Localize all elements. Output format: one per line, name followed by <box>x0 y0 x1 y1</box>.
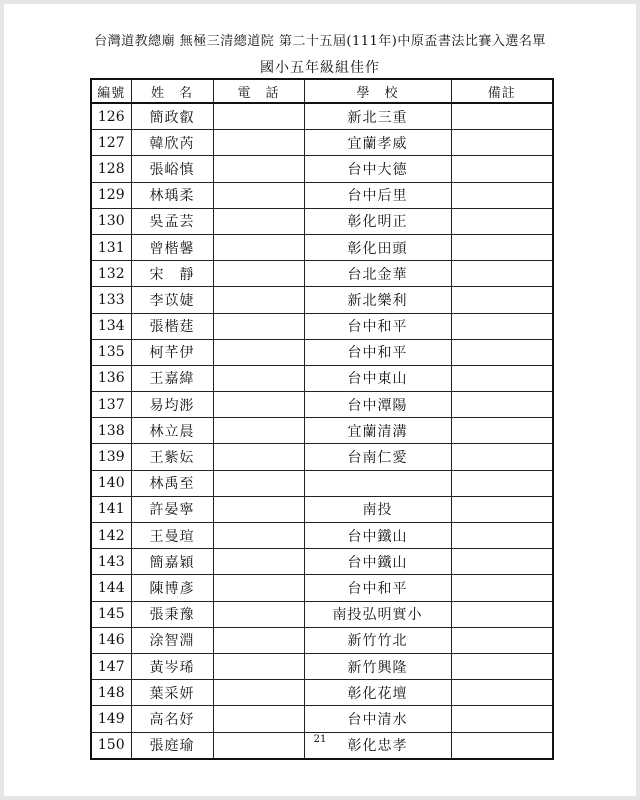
cell-school: 宜蘭清溝 <box>304 418 451 444</box>
cell-name: 簡嘉穎 <box>131 549 213 575</box>
cell-note <box>451 287 553 313</box>
cell-note <box>451 365 553 391</box>
cell-school: 南投弘明實小 <box>304 601 451 627</box>
cell-name: 黃岑琋 <box>131 653 213 679</box>
cell-number: 140 <box>91 470 131 496</box>
cell-phone <box>213 103 304 130</box>
table-row <box>91 339 553 365</box>
cell-number: 143 <box>91 549 131 575</box>
table-row <box>91 627 553 653</box>
cell-school: 台中潭陽 <box>304 392 451 418</box>
cell-phone <box>213 208 304 234</box>
table-row <box>91 156 553 182</box>
cell-school: 新竹竹北 <box>304 627 451 653</box>
cell-phone <box>213 680 304 706</box>
cell-school: 彰化明正 <box>304 208 451 234</box>
cell-phone <box>213 313 304 339</box>
document-subtitle: 國小五年級組佳作 <box>260 60 380 76</box>
cell-name: 涂智淵 <box>131 627 213 653</box>
cell-school: 台中大德 <box>304 156 451 182</box>
table-row <box>91 234 553 260</box>
cell-number: 141 <box>91 496 131 522</box>
cell-name: 陳博彥 <box>131 575 213 601</box>
cell-number: 129 <box>91 182 131 208</box>
cell-name: 王曼瑄 <box>131 523 213 549</box>
cell-name: 吳孟芸 <box>131 208 213 234</box>
cell-number: 149 <box>91 706 131 732</box>
table-row <box>91 496 553 522</box>
cell-school: 彰化花壇 <box>304 680 451 706</box>
cell-phone <box>213 706 304 732</box>
cell-name: 曾楷馨 <box>131 234 213 260</box>
cell-phone <box>213 601 304 627</box>
cell-name: 葉采妍 <box>131 680 213 706</box>
cell-number: 136 <box>91 365 131 391</box>
cell-number: 147 <box>91 653 131 679</box>
cell-school: 台中后里 <box>304 182 451 208</box>
cell-phone <box>213 418 304 444</box>
cell-school: 台南仁愛 <box>304 444 451 470</box>
table-row <box>91 313 553 339</box>
cell-school <box>304 470 451 496</box>
cell-number: 127 <box>91 130 131 156</box>
cell-note <box>451 156 553 182</box>
table-row <box>91 653 553 679</box>
cell-school: 台中和平 <box>304 575 451 601</box>
cell-note <box>451 653 553 679</box>
cell-school: 彰化忠孝 <box>304 732 451 759</box>
cell-note <box>451 313 553 339</box>
table-row <box>91 103 553 130</box>
cell-number: 146 <box>91 627 131 653</box>
cell-number: 142 <box>91 523 131 549</box>
cell-phone <box>213 470 304 496</box>
table-row <box>91 130 553 156</box>
cell-number: 144 <box>91 575 131 601</box>
cell-phone <box>213 130 304 156</box>
cell-name: 高名妤 <box>131 706 213 732</box>
cell-name: 張秉豫 <box>131 601 213 627</box>
cell-number: 132 <box>91 261 131 287</box>
table-row <box>91 418 553 444</box>
table-row <box>91 470 553 496</box>
cell-note <box>451 208 553 234</box>
column-header-note: 備註 <box>451 79 553 103</box>
winners-table <box>90 78 554 760</box>
cell-school: 新北樂利 <box>304 287 451 313</box>
table-row <box>91 261 553 287</box>
cell-school: 台中鐵山 <box>304 549 451 575</box>
cell-note <box>451 130 553 156</box>
cell-school: 台中和平 <box>304 339 451 365</box>
table-header-row <box>91 79 553 103</box>
table-row <box>91 287 553 313</box>
table-row <box>91 182 553 208</box>
cell-name: 王紫妘 <box>131 444 213 470</box>
cell-school: 台北金華 <box>304 261 451 287</box>
cell-number: 134 <box>91 313 131 339</box>
cell-school: 台中東山 <box>304 365 451 391</box>
cell-phone <box>213 287 304 313</box>
cell-name: 李苡婕 <box>131 287 213 313</box>
cell-number: 130 <box>91 208 131 234</box>
cell-name: 許晏寧 <box>131 496 213 522</box>
cell-number: 137 <box>91 392 131 418</box>
cell-phone <box>213 653 304 679</box>
cell-number: 138 <box>91 418 131 444</box>
table-row <box>91 365 553 391</box>
cell-note <box>451 549 553 575</box>
cell-number: 148 <box>91 680 131 706</box>
cell-note <box>451 261 553 287</box>
cell-note <box>451 234 553 260</box>
cell-note <box>451 496 553 522</box>
cell-phone <box>213 496 304 522</box>
column-header-school: 學 校 <box>304 79 451 103</box>
cell-note <box>451 182 553 208</box>
cell-note <box>451 339 553 365</box>
cell-name: 韓欣芮 <box>131 130 213 156</box>
cell-note <box>451 392 553 418</box>
cell-name: 張峪慎 <box>131 156 213 182</box>
cell-phone <box>213 627 304 653</box>
cell-name: 柯芊伊 <box>131 339 213 365</box>
table-row <box>91 549 553 575</box>
document-page <box>4 4 636 796</box>
cell-school: 台中和平 <box>304 313 451 339</box>
cell-note <box>451 680 553 706</box>
cell-phone <box>213 182 304 208</box>
cell-school: 新竹興隆 <box>304 653 451 679</box>
cell-note <box>451 523 553 549</box>
cell-phone <box>213 365 304 391</box>
cell-number: 145 <box>91 601 131 627</box>
cell-name: 宋 靜 <box>131 261 213 287</box>
table-row <box>91 575 553 601</box>
cell-school: 彰化田頭 <box>304 234 451 260</box>
cell-number: 131 <box>91 234 131 260</box>
cell-number: 139 <box>91 444 131 470</box>
cell-number: 133 <box>91 287 131 313</box>
cell-school: 南投 <box>304 496 451 522</box>
cell-note <box>451 706 553 732</box>
cell-school: 新北三重 <box>304 103 451 130</box>
cell-phone <box>213 234 304 260</box>
table-row <box>91 706 553 732</box>
table-row <box>91 444 553 470</box>
table-row <box>91 601 553 627</box>
cell-name: 張庭瑜 <box>131 732 213 759</box>
cell-number: 126 <box>91 103 131 130</box>
cell-name: 林瑀柔 <box>131 182 213 208</box>
table-row <box>91 680 553 706</box>
table-row <box>91 523 553 549</box>
cell-school: 台中鐵山 <box>304 523 451 549</box>
table-row <box>91 208 553 234</box>
cell-name: 張楷莛 <box>131 313 213 339</box>
cell-phone <box>213 575 304 601</box>
cell-note <box>451 470 553 496</box>
cell-name: 林禹至 <box>131 470 213 496</box>
document-title: 台灣道教總廟 無極三清總道院 第二十五屆(111年)中原盃書法比賽入選名單 <box>94 34 546 49</box>
cell-phone <box>213 549 304 575</box>
cell-school: 台中清水 <box>304 706 451 732</box>
cell-phone <box>213 523 304 549</box>
cell-number: 150 <box>91 732 131 759</box>
cell-number: 135 <box>91 339 131 365</box>
cell-school: 宜蘭孝威 <box>304 130 451 156</box>
cell-note <box>451 601 553 627</box>
cell-name: 易均浵 <box>131 392 213 418</box>
column-header-phone: 電 話 <box>213 79 304 103</box>
cell-phone <box>213 261 304 287</box>
cell-phone <box>213 392 304 418</box>
cell-number: 128 <box>91 156 131 182</box>
cell-name: 林立晨 <box>131 418 213 444</box>
cell-note <box>451 444 553 470</box>
cell-phone <box>213 339 304 365</box>
cell-name: 王嘉緯 <box>131 365 213 391</box>
cell-note <box>451 575 553 601</box>
cell-name: 簡政叡 <box>131 103 213 130</box>
column-header-name: 姓 名 <box>131 79 213 103</box>
table-row <box>91 392 553 418</box>
cell-note <box>451 418 553 444</box>
cell-note <box>451 627 553 653</box>
page-number: 21 <box>313 734 327 745</box>
cell-phone <box>213 156 304 182</box>
table-body <box>91 103 553 759</box>
cell-note <box>451 103 553 130</box>
column-header-number: 編號 <box>91 79 131 103</box>
cell-phone <box>213 444 304 470</box>
